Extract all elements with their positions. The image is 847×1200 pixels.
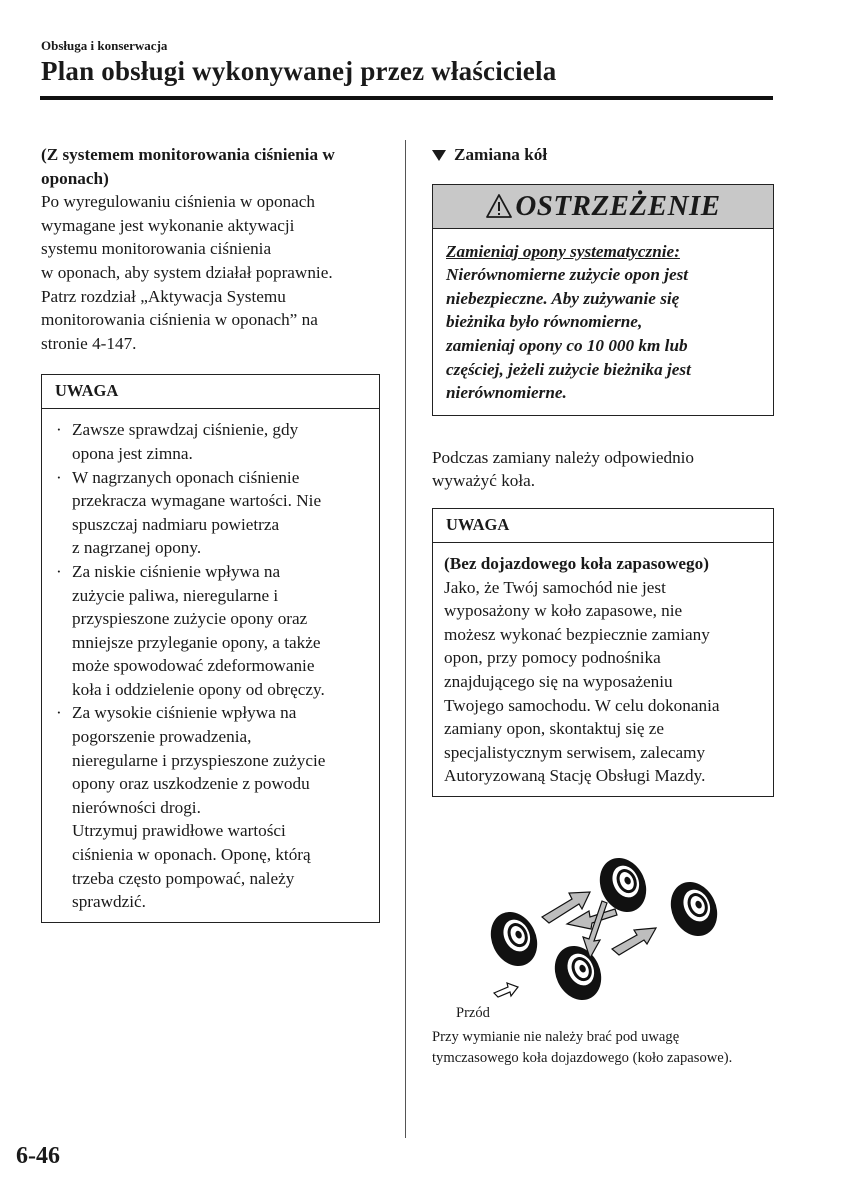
text-line: bieżnika było równomierne, <box>446 312 643 332</box>
text-line: stronie 4-147. <box>41 333 137 353</box>
front-label: Przód <box>456 1004 490 1021</box>
text-line: zamiany opon, skontaktuj się ze <box>444 719 665 739</box>
warning-header <box>433 185 773 229</box>
text-line: przekracza wymagane wartości. Nie <box>72 491 322 511</box>
subheading-text: Zamiana kół <box>454 145 548 164</box>
bullet-marker: · <box>56 420 62 440</box>
text-line: Przy wymianie nie należy brać pod uwagę <box>432 1028 680 1045</box>
text-line: opon, przy pomocy podnośnika <box>444 648 661 668</box>
text-line: częściej, jeżeli zużycie bieżnika jest <box>446 359 691 379</box>
note-heading: (Bez dojazdowego koła zapasowego) <box>444 553 709 573</box>
text-line: może spowodować zdeformowanie <box>72 656 315 676</box>
text-line: wyposażony w koło zapasowe, nie <box>444 601 683 621</box>
text-line: przyspieszone zużycie opony oraz <box>72 609 308 629</box>
tire-icon <box>662 874 726 943</box>
note-title: UWAGA <box>42 375 379 409</box>
right-column <box>432 143 774 1069</box>
warning-triangle-icon <box>485 193 513 219</box>
text-line: specjalistycznym serwisem, zalecamy <box>444 742 706 762</box>
text-line: z nagrzanej opony. <box>72 538 202 558</box>
list-item <box>54 418 369 465</box>
text-line: systemu monitorowania ciśnienia <box>41 239 272 259</box>
text-line: możesz wykonać bezpiecznie zamiany <box>444 624 710 644</box>
text-line: nierównomierne. <box>446 383 567 403</box>
text-line: Za niskie ciśnienie wpływa na <box>72 561 281 581</box>
bullet-marker: · <box>56 561 62 581</box>
text-line: w oponach, aby system działał poprawnie. <box>41 262 333 282</box>
text-line: Autoryzowaną Stację Obsługi Mazdy. <box>444 766 706 786</box>
text-line: trzeba często pompować, należy <box>72 868 295 888</box>
text-line: niebezpieczne. Aby zużywanie się <box>446 288 680 308</box>
title-rule <box>40 96 773 100</box>
note-body <box>433 543 773 796</box>
tpms-heading: (Z systemem monitorowania ciśnienia w oponach) <box>41 145 335 188</box>
text-line: wyważyć koła. <box>432 471 536 491</box>
bullet-marker: · <box>56 467 62 487</box>
text-line: Za wysokie ciśnienie wpływa na <box>72 703 297 723</box>
text-line: mniejsze przyleganie opony, a także <box>72 632 321 652</box>
text-line: nierówności drogi. <box>72 797 201 817</box>
note-box-pressure <box>41 374 380 922</box>
warning-lead-line: Zamieniaj opony systematycznie: <box>446 241 680 261</box>
tire-icon <box>482 904 546 973</box>
text-line: Nierównomierne zużycie opon jest <box>446 265 689 285</box>
section-label: Obsługa i konserwacja <box>41 38 168 53</box>
text-line: W nagrzanych oponach ciśnienie <box>72 467 300 487</box>
text-line: wymagane jest wykonanie aktywacji <box>41 215 295 235</box>
rotation-illustration <box>432 837 774 1027</box>
text-line: Zawsze sprawdzaj ciśnienie, gdy <box>72 420 299 440</box>
balance-paragraph <box>432 446 774 493</box>
figure-caption <box>432 1027 774 1069</box>
text-line: znajdującego się na wyposażeniu <box>444 671 673 691</box>
text-line: Podczas zamiany należy odpowiednio <box>432 447 695 467</box>
text-line: ciśnienia w oponach. Oponę, którą <box>72 845 311 865</box>
list-item <box>54 560 369 702</box>
bullet-marker: · <box>56 703 62 723</box>
column-divider <box>405 140 406 1138</box>
text-line: nieregularne i przyspieszone zużycie <box>72 750 326 770</box>
tire-icon <box>546 938 610 1007</box>
text-line: monitorowania ciśnienia w oponach” na <box>41 310 318 330</box>
front-arrow-icon <box>494 983 518 997</box>
warning-box <box>432 184 774 416</box>
text-line: Twojego samochodu. W celu dokonania <box>444 695 720 715</box>
text-line: koła i oddzielenie opony od obręczy. <box>72 679 325 699</box>
page-number: 6-46 <box>16 1143 60 1169</box>
triangle-down-icon <box>432 148 446 162</box>
page-title: Plan obsługi wykonywanej przez właściciela <box>41 56 557 86</box>
text-line: sprawdzić. <box>72 892 146 912</box>
note-box-spare <box>432 508 774 797</box>
tire-rotation-heading <box>432 143 774 167</box>
note-body <box>42 409 379 921</box>
text-line: pogorszenie prowadzenia, <box>72 727 252 747</box>
text-line: Utrzymuj prawidłowe wartości <box>72 821 286 841</box>
text-line: Po wyregulowaniu ciśnienia w oponach <box>41 192 315 212</box>
left-column <box>41 143 386 923</box>
warning-body <box>433 229 773 415</box>
text-line: opona jest zimna. <box>72 443 193 463</box>
text-line: zamieniaj opony co 10 000 km lub <box>446 335 688 355</box>
text-line: Jako, że Twój samochód nie jest <box>444 577 666 597</box>
text-line: opony oraz uszkodzenie z powodu <box>72 774 310 794</box>
text-line: zużycie paliwa, nieregularne i <box>72 585 279 605</box>
text-line: Patrz rozdział „Aktywacja Systemu <box>41 286 286 306</box>
tire-rotation-diagram <box>432 837 774 1027</box>
text-line: spuszczaj nadmiaru powietrza <box>72 514 280 534</box>
tpms-paragraph <box>41 190 386 355</box>
list-item <box>54 466 369 560</box>
text-line: tymczasowego koła dojazdowego (koło zapasowe). <box>432 1049 733 1066</box>
warning-title: OSTRZEŻENIE <box>515 189 721 222</box>
list-item <box>54 701 369 913</box>
note-title: UWAGA <box>433 509 773 543</box>
